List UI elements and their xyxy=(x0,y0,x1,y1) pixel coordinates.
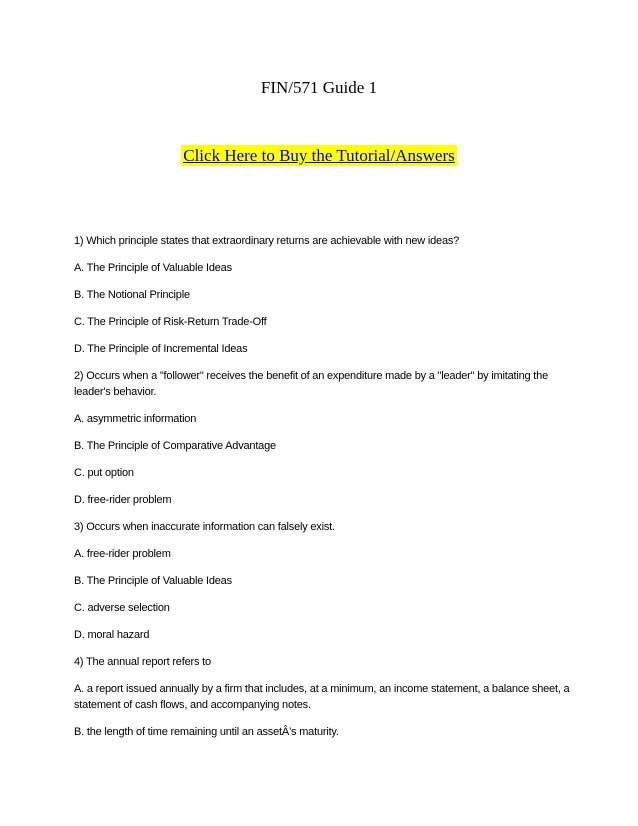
answer-option: A. asymmetric information xyxy=(74,413,197,425)
question-3: 3) Occurs when inaccurate information can falsely exist. xyxy=(74,521,335,533)
answer-option: B. The Principle of Comparative Advantage xyxy=(74,440,276,452)
question-1: 1) Which principle states that extraordinary returns are achievable with new ideas? xyxy=(74,235,460,247)
answer-option: B. The Notional Principle xyxy=(74,289,190,301)
answer-option: A. The Principle of Valuable Ideas xyxy=(74,262,232,274)
question-list xyxy=(74,233,574,751)
answer-option: D. The Principle of Incremental Ideas xyxy=(74,343,248,355)
question-4: 4) The annual report refers to xyxy=(74,656,211,668)
answer-option: A. a report issued annually by a firm that includes, at a minimum, an income statement, a balance sheet, a statement of cash flows, and accompanying notes. xyxy=(74,683,570,711)
answer-option: D. moral hazard xyxy=(74,629,150,641)
document-title: FIN/571 Guide 1 xyxy=(260,78,378,97)
answer-option: B. the length of time remaining until an assetÂ’s maturity. xyxy=(74,726,339,738)
answer-option: C. adverse selection xyxy=(74,602,170,614)
buy-tutorial-link[interactable]: Click Here to Buy the Tutorial/Answers xyxy=(183,146,455,165)
answer-option: D. free-rider problem xyxy=(74,494,172,506)
answer-option: A. free-rider problem xyxy=(74,548,171,560)
question-2: 2) Occurs when a "follower" receives the benefit of an expenditure made by a "leader" by imitating the leader's behavior. xyxy=(74,370,548,398)
answer-option: C. The Principle of Risk-Return Trade-Off xyxy=(74,316,267,328)
answer-option: C. put option xyxy=(74,467,134,479)
buy-link-container xyxy=(0,146,638,166)
answer-option: B. The Principle of Valuable Ideas xyxy=(74,575,232,587)
